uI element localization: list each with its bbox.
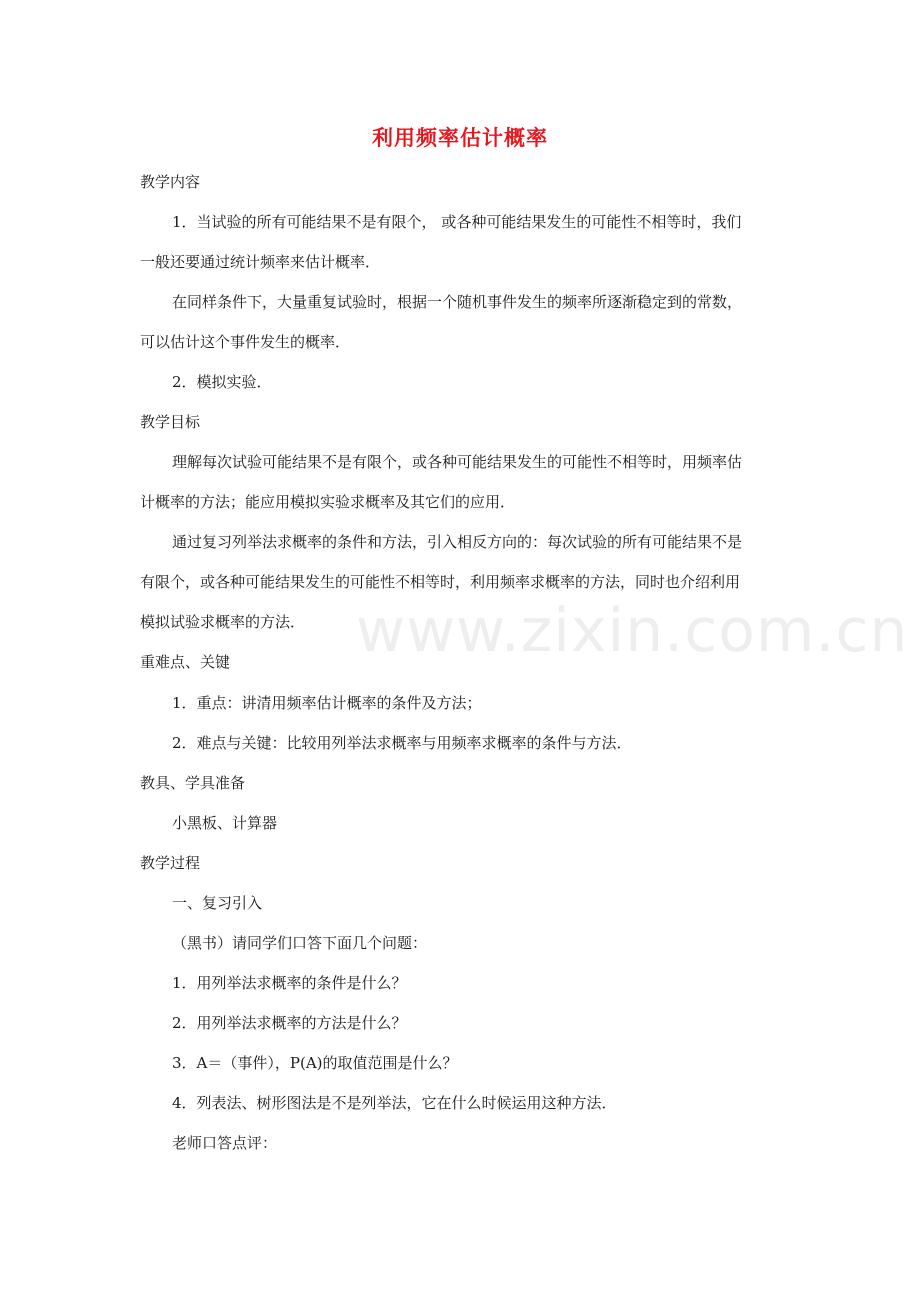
list-item: 3．A＝（事件），P(A)的取值范围是什么？ <box>172 1054 458 1072</box>
paragraph-line: 在同样条件下，大量重复试验时，根据一个随机事件发生的频率所逐渐稳定到的常数， <box>172 293 743 311</box>
list-item: 1．用列举法求概率的条件是什么？ <box>172 974 407 992</box>
paragraph-line: 老师口答点评： <box>172 1134 278 1152</box>
paragraph-line: 1．当试验的所有可能结果不是有限个， 或各种可能结果发生的可能性不相等时，我们 <box>172 213 742 231</box>
paragraph-line: 可以估计这个事件发生的概率． <box>140 333 351 351</box>
paragraph-line: 有限个，或各种可能结果发生的可能性不相等时，利用频率求概率的方法，同时也介绍利用 <box>140 573 741 591</box>
paragraph-line: 通过复习列举法求概率的条件和方法，引入相反方向的：每次试验的所有可能结果不是 <box>172 533 743 551</box>
paragraph-line: 1．重点：讲清用频率估计概率的条件及方法； <box>172 694 482 712</box>
paragraph-line: 小黑板、计算器 <box>172 814 278 832</box>
subheading: 一、复习引入 <box>172 894 263 912</box>
paragraph-line: 一般还要通过统计频率来估计概率． <box>140 253 381 271</box>
paragraph-line: 模拟试验求概率的方法． <box>140 613 306 631</box>
list-item: 2．用列举法求概率的方法是什么？ <box>172 1014 407 1032</box>
section-heading-process: 教学过程 <box>140 854 201 872</box>
paragraph-line: 计概率的方法；能应用模拟实验求概率及其它们的应用． <box>140 493 516 511</box>
page-title: 利用频率估计概率 <box>372 126 548 150</box>
paragraph-line: 2．模拟实验． <box>172 373 272 391</box>
section-heading-goals: 教学目标 <box>140 413 201 431</box>
section-heading-content: 教学内容 <box>140 173 201 191</box>
watermark: www.zixin.com.cn <box>356 596 909 666</box>
section-heading-keys: 重难点、关键 <box>140 653 231 671</box>
list-item: 4．列表法、树形图法是不是列举法，它在什么时候运用这种方法． <box>172 1094 617 1112</box>
paragraph-line: 2．难点与关键：比较用列举法求概率与用频率求概率的条件与方法． <box>172 734 632 752</box>
paragraph-line: 理解每次试验可能结果不是有限个，或各种可能结果发生的可能性不相等时，用频率估 <box>172 453 743 471</box>
section-heading-tools: 教具、学具准备 <box>140 774 246 792</box>
paragraph-line: （黑书）请同学们口答下面几个问题： <box>172 934 428 952</box>
